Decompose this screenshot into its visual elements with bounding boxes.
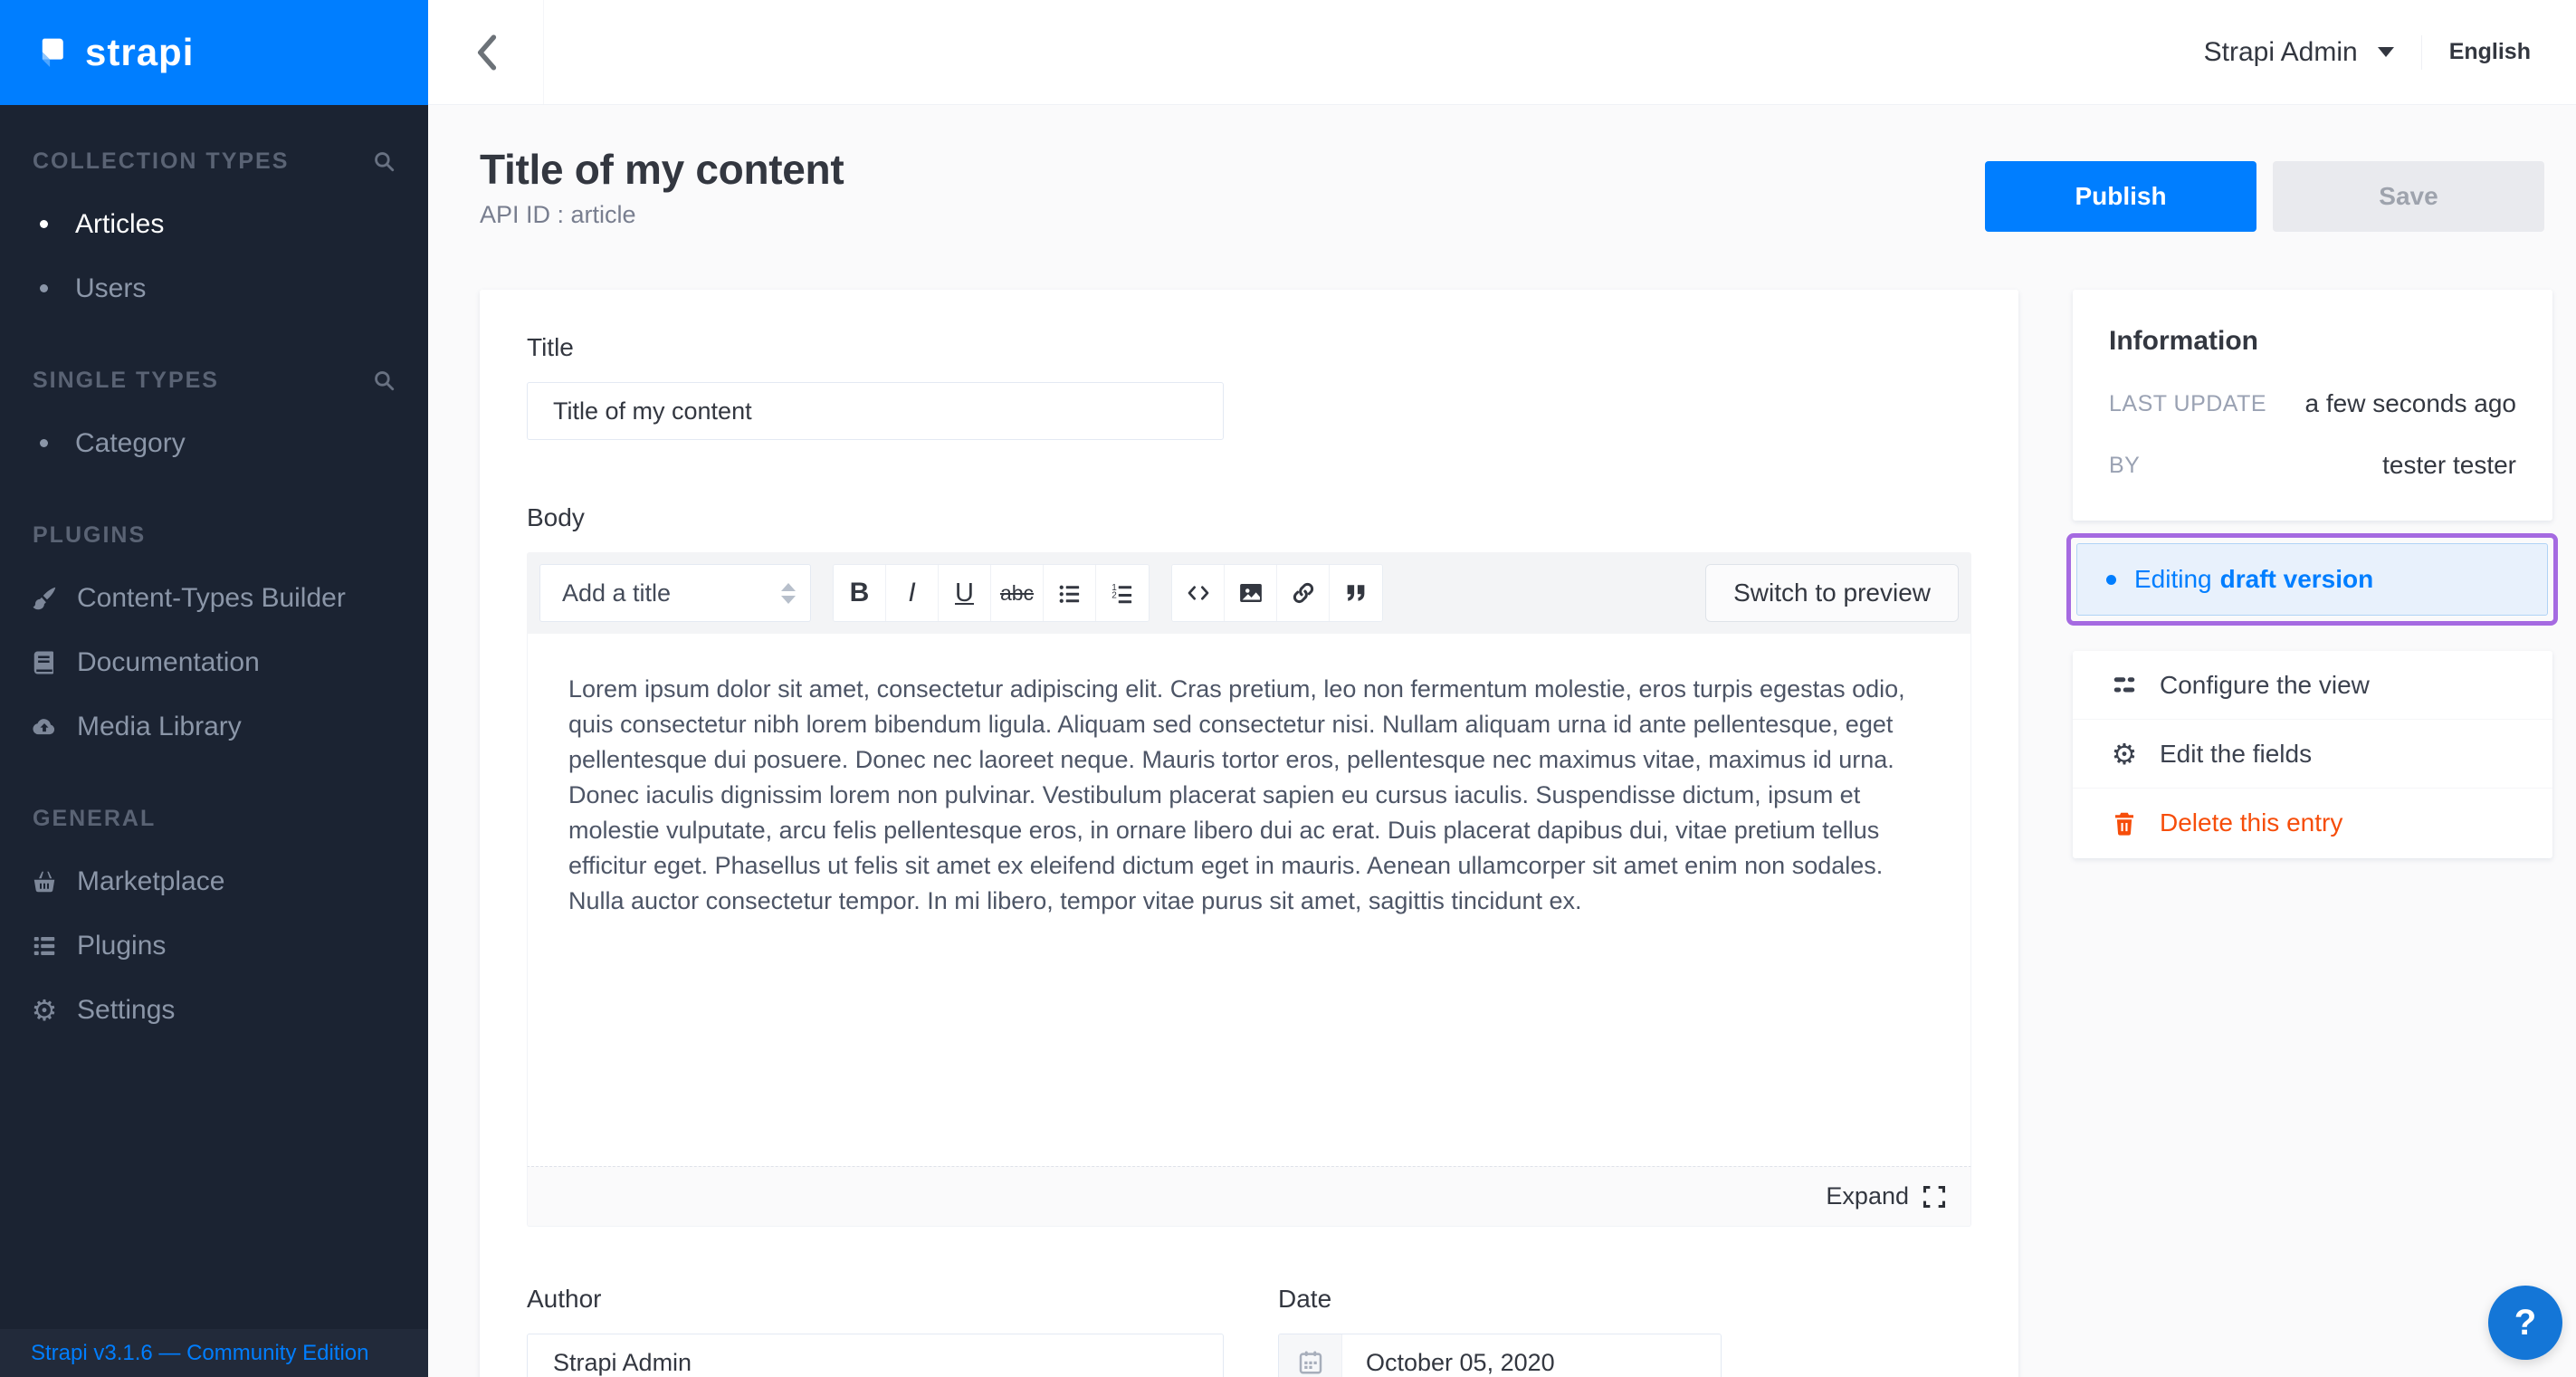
- sidebar-item-documentation[interactable]: [0, 630, 428, 694]
- sidebar-footer: [0, 1329, 428, 1377]
- info-value: a few seconds ago: [2304, 389, 2516, 417]
- editor-content-text: Lorem ipsum dolor sit amet, consectetur adipiscing elit. Cras pretium, leo non fermentum molestie, eros turpis egestas odio, quis consectetur nibh lorem bibendum ligula. Aliquam sed consectetur nisi. Nullam aliquam urna id ante pellentesque, eget pellentesque dui posuere. Donec nec laoreet neque. Mauris tortor eros, pellentesque nec maximus vitae, maximus id urna. Donec iaculis dignissim lorem non pulvinar. Vestibulum placerat sapien eu cursus iaculis. Suspendisse dictum, ipsum et molestie vulputate, arcu felis pellentesque eros, in ornare libero dui ac erat. Duis placerat dapibus dui, vitae pretium tellus efficitur eget. Phasellus ut felis sit amet ex eleifend dictum eget in mauris. Aenean ullamcorper sit amet enim non sodales. Nulla auctor consectetur tempor. In mi libero, tempor vitae purus sit amet, sagittis tincidunt ex.: [568, 675, 1905, 914]
- author-date-row: [527, 1285, 1971, 1377]
- author-field: [527, 1285, 1224, 1377]
- sidebar-item-label: Articles: [75, 208, 165, 239]
- list-icon: [30, 932, 59, 961]
- wysiwyg-editor: [527, 552, 1971, 1227]
- publish-button[interactable]: Publish: [1985, 161, 2256, 232]
- editor-toolbar: [527, 552, 1971, 634]
- sidebar-item-plugins[interactable]: [0, 913, 428, 978]
- expand-icon: [1922, 1184, 1947, 1210]
- info-row-last-update: [2109, 389, 2516, 418]
- basket-icon: [30, 867, 59, 896]
- author-field-label: Author: [527, 1285, 602, 1313]
- title-input[interactable]: [527, 382, 1224, 440]
- info-label: LAST UPDATE: [2109, 390, 2267, 416]
- section-label: COLLECTION TYPES: [33, 148, 290, 174]
- heading-select-value: Add a title: [562, 579, 672, 607]
- draft-status-banner: [2076, 543, 2548, 616]
- image-button[interactable]: [1225, 565, 1277, 621]
- quote-icon: [1342, 579, 1369, 607]
- trash-icon: [2109, 808, 2140, 838]
- select-carets-icon: [781, 583, 796, 604]
- body-field-label: Body: [527, 503, 585, 531]
- entry-form-card: [480, 290, 2018, 1377]
- sidebar-item-media-library[interactable]: [0, 694, 428, 759]
- bullet-icon: [40, 220, 48, 228]
- page-title: Title of my content: [480, 146, 844, 193]
- strapi-logo[interactable]: [0, 0, 428, 105]
- user-menu-button[interactable]: [2204, 37, 2394, 68]
- editor-footer: [527, 1166, 1971, 1227]
- language-button[interactable]: English: [2448, 39, 2531, 64]
- code-icon: [1185, 579, 1212, 607]
- back-button[interactable]: [428, 0, 544, 104]
- title-field-label: Title: [527, 333, 574, 361]
- search-icon[interactable]: [372, 368, 396, 392]
- configure-view-button[interactable]: [2073, 651, 2552, 720]
- gear-icon: ⚙: [2111, 736, 2138, 771]
- sidebar-item-label: Documentation: [77, 646, 260, 677]
- draft-status-emphasis: draft version: [2219, 565, 2374, 593]
- logo-wordmark: strapi: [85, 31, 195, 73]
- version-link[interactable]: Strapi v3.1.6 — Community Edition: [31, 1340, 369, 1365]
- info-label: BY: [2109, 452, 2141, 478]
- editor-content-area[interactable]: [527, 634, 1971, 1166]
- sidebar-item-label: Category: [75, 427, 186, 458]
- unordered-list-icon: [1056, 579, 1083, 607]
- author-input[interactable]: [527, 1334, 1224, 1377]
- delete-entry-button[interactable]: [2073, 789, 2552, 857]
- bold-button[interactable]: B: [834, 565, 886, 621]
- italic-button[interactable]: I: [886, 565, 939, 621]
- date-field: [1278, 1285, 1722, 1377]
- information-title: Information: [2109, 326, 2258, 356]
- ordered-list-button[interactable]: [1096, 565, 1149, 621]
- code-button[interactable]: [1172, 565, 1225, 621]
- strapi-logo-icon: [31, 32, 72, 73]
- entry-actions-card: [2073, 651, 2552, 858]
- draft-status-text: [2134, 565, 2373, 594]
- sidebar-item-settings[interactable]: [0, 978, 428, 1042]
- paint-brush-icon: [30, 584, 59, 613]
- edit-fields-button[interactable]: [2073, 720, 2552, 789]
- page-subtitle: API ID : article: [480, 201, 636, 228]
- sidebar: [0, 0, 428, 1377]
- sidebar-item-label: Media Library: [77, 711, 242, 741]
- quote-button[interactable]: [1330, 565, 1382, 621]
- sidebar-item-category[interactable]: [0, 411, 428, 475]
- sidebar-section-general: [0, 798, 428, 1042]
- action-label: Configure the view: [2160, 670, 2370, 699]
- link-icon: [1290, 579, 1317, 607]
- image-icon: [1237, 579, 1264, 607]
- draft-status-highlight-frame: [2066, 533, 2558, 626]
- action-label: Delete this entry: [2160, 808, 2343, 837]
- date-field-label: Date: [1278, 1285, 1332, 1313]
- help-button[interactable]: ?: [2488, 1286, 2562, 1360]
- topbar: [428, 0, 2576, 105]
- chevron-down-icon: [2378, 47, 2394, 57]
- chevron-left-icon: [474, 33, 498, 72]
- ordered-list-icon: [1109, 579, 1136, 607]
- expand-label: Expand: [1826, 1182, 1909, 1210]
- save-button[interactable]: Save: [2273, 161, 2544, 232]
- sidebar-item-content-types-builder[interactable]: [0, 566, 428, 630]
- strikethrough-button[interactable]: abc: [991, 565, 1044, 621]
- date-value: October 05, 2020: [1366, 1348, 1555, 1376]
- svg-text:2: 2: [1111, 590, 1117, 601]
- section-label: GENERAL: [33, 805, 157, 831]
- sidebar-item-label: Plugins: [77, 930, 167, 961]
- expand-button[interactable]: [1826, 1182, 1947, 1210]
- user-name: Strapi Admin: [2203, 36, 2358, 67]
- date-input[interactable]: [1278, 1334, 1722, 1377]
- page-header: [480, 145, 844, 229]
- cloud-upload-icon: [30, 712, 59, 741]
- svg-text:1: 1: [1111, 582, 1117, 593]
- switch-to-preview-button[interactable]: Switch to preview: [1705, 564, 1959, 622]
- gear-icon: ⚙: [31, 992, 58, 1028]
- underline-button[interactable]: U: [939, 565, 991, 621]
- insert-button-group: [1171, 564, 1383, 622]
- section-label: PLUGINS: [33, 521, 147, 548]
- action-label: Edit the fields: [2160, 739, 2313, 768]
- heading-select[interactable]: [539, 564, 811, 622]
- unordered-list-button[interactable]: [1044, 565, 1096, 621]
- search-icon[interactable]: [372, 149, 396, 173]
- calendar-icon: [1279, 1334, 1342, 1377]
- bullet-icon: [40, 439, 48, 447]
- link-button[interactable]: [1277, 565, 1330, 621]
- sidebar-section-collection-types: [0, 141, 428, 320]
- divider: [2421, 35, 2422, 70]
- sidebar-item-label: Settings: [77, 994, 176, 1025]
- sidebar-item-marketplace[interactable]: [0, 849, 428, 913]
- sliders-icon: [2109, 670, 2140, 701]
- information-card: [2073, 290, 2552, 521]
- section-label: SINGLE TYPES: [33, 367, 219, 393]
- sidebar-item-label: Marketplace: [77, 865, 225, 896]
- bullet-icon: [40, 284, 48, 292]
- info-value: tester tester: [2382, 451, 2516, 479]
- sidebar-item-label: Users: [75, 273, 147, 303]
- sidebar-section-plugins: [0, 515, 428, 759]
- sidebar-item-articles[interactable]: [0, 192, 428, 256]
- book-icon: [30, 648, 59, 677]
- format-button-group: [833, 564, 1150, 622]
- sidebar-section-single-types: [0, 360, 428, 475]
- sidebar-item-label: Content-Types Builder: [77, 582, 346, 613]
- draft-status-prefix: Editing: [2134, 565, 2212, 593]
- sidebar-item-users[interactable]: [0, 256, 428, 320]
- info-row-by: [2109, 451, 2516, 480]
- status-dot-icon: [2106, 575, 2116, 585]
